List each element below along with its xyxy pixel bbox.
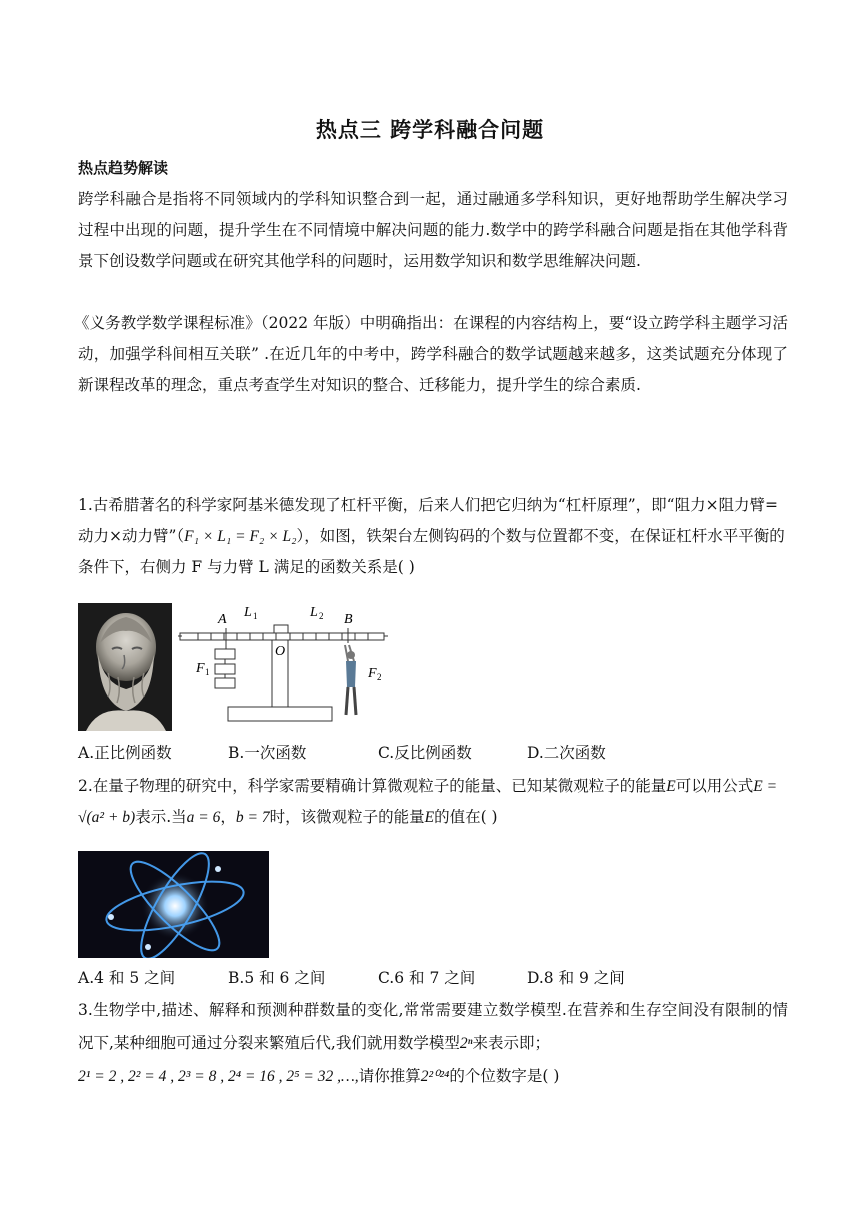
question-2-text: 2.在量子物理的研究中，科学家需要精确计算微观粒子的能量、已知某微观粒子的能量E可以用公式E = √(a² + b)表示.当a = 6，b = 7时，该微观粒子的能量E的值在( )	[78, 777, 778, 826]
q3-sequence: 2¹ = 2 , 2² = 4 , 2³ = 8 , 2⁴ = 16 , 2⁵ = 32 ,…,	[78, 1068, 359, 1085]
archimedes-bust-image	[78, 603, 172, 731]
intro-paragraph-2: 《义务教学数学课程标准》（2022 年版）中明确指出：在课程的内容结构上，要“设立跨学科主题学习活动，加强学科间相互关联” .在近几年的中考中，跨学科融合的数学试题越来越多，这类试题充分体现了新课程改革的理念，重点考查学生对知识的整合、迁移能力，提升学生的综合素质.	[74, 314, 788, 394]
label-L2-sub: 2	[319, 611, 324, 621]
q1-text-part-b: ），如图，铁架台左侧钩码的个数与位置都不变，在保证杠杆水平平衡的条件下，右侧力 F 与力臂 L 满足的函数关系是( )	[78, 527, 785, 576]
q3-text-part-a: 3.生物学中,描述、解释和预测种群数量的变化,常常需要建立数学模型.在营养和生存空间没有限制的情况下,某种细胞可通过分裂来繁殖后代,我们就用数学模型	[78, 1001, 788, 1052]
label-B: B	[344, 612, 353, 627]
q2-text-part-a: 2.在量子物理的研究中，科学家需要精确计算微观粒子的能量、已知某微观粒子的能量	[78, 777, 667, 795]
q2-var-E-2: E	[424, 809, 435, 826]
lever-diagram	[178, 603, 388, 728]
q2-var-E: E	[666, 778, 676, 795]
label-L1-sub: 1	[253, 611, 258, 621]
label-F2: F	[368, 666, 377, 681]
q3-text-part-c: 请你推算	[358, 1067, 421, 1085]
q2-option-c: C.6 和 7 之间	[378, 969, 476, 987]
label-F1-sub: 1	[205, 667, 210, 677]
label-F1: F	[196, 661, 205, 676]
q2-text-part-c: 表示.当	[135, 808, 187, 826]
q2-text-part-b: 可以用公式	[675, 777, 754, 795]
label-A: A	[218, 612, 227, 627]
q3-model: 2ⁿ	[459, 1035, 473, 1052]
label-F2-sub: 2	[377, 672, 382, 682]
question-3-text	[78, 994, 788, 1093]
label-O: O	[275, 644, 286, 659]
q3-text-part-b: 来表示即；	[472, 1034, 551, 1052]
q1-formula: F₁ × L₁ = F₂ × L₂	[184, 528, 297, 545]
q3-text-part-d: 的个位数字是( )	[449, 1067, 560, 1085]
section-heading: 热点趋势解读	[78, 159, 169, 177]
q1-text-part-a: 1.古希腊著名的科学家阿基米德发现了杠杆平衡，后来人们把它归纳为“杠杆原理”，即“阻力×阻力臂=动力×动力臂”（	[78, 496, 779, 545]
q2-option-b: B.5 和 6 之间	[228, 969, 326, 987]
q2-option-d: D.8 和 9 之间	[527, 969, 625, 987]
q2-text-part-e: 的值在( )	[434, 808, 498, 826]
q1-option-b: B.一次函数	[228, 744, 307, 762]
q2-cond-b: b = 7	[235, 809, 270, 826]
q2-text-part-d: 时，该微观粒子的能量	[269, 808, 425, 826]
q1-option-c: C.反比例函数	[378, 744, 472, 762]
person-pulling-icon	[345, 645, 356, 715]
q2-formula: E = √(a² + b)	[78, 778, 778, 826]
intro-paragraph-1: 跨学科融合是指将不同领域内的学科知识整合到一起，通过融通多学科知识，更好地帮助学生解决学习过程中出现的问题，提升学生在不同情境中解决问题的能力.数学中的跨学科融合问题是指在其他学科背景下创设数学问题或在研究其他学科的问题时，运用数学知识和数学思维解决问题.	[78, 190, 788, 270]
question-1-text	[78, 490, 788, 583]
label-L2: L	[310, 605, 318, 620]
q1-option-d: D.二次函数	[527, 744, 606, 762]
atom-image	[78, 851, 269, 958]
q3-power: 2²⁰²⁴	[420, 1068, 450, 1085]
q2-option-a: A.4 和 5 之间	[78, 969, 176, 987]
label-L1: L	[244, 605, 252, 620]
q1-option-a: A.正比例函数	[78, 744, 172, 762]
page-title: 热点三 跨学科融合问题	[315, 118, 545, 142]
q2-cond-a: a = 6	[186, 809, 221, 826]
